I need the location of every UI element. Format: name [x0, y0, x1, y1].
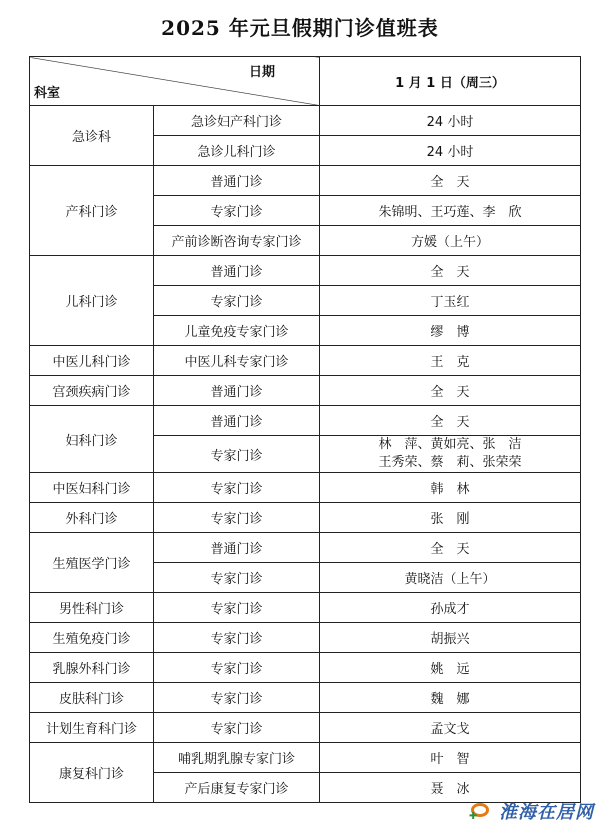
table-row: [30, 346, 581, 376]
duty-cell: 张 刚: [320, 503, 581, 533]
dept-cell: 儿科门诊: [30, 256, 154, 346]
header-day-label: 1 月 1 日（周三）: [320, 57, 581, 106]
clinic-cell: 专家门诊: [154, 683, 320, 713]
duty-cell: 聂 冰: [320, 773, 581, 803]
dept-cell: 康复科门诊: [30, 743, 154, 803]
duty-cell: [320, 436, 581, 473]
duty-cell: 孙成才: [320, 593, 581, 623]
table-row: [30, 653, 581, 683]
duty-cell: 孟文戈: [320, 713, 581, 743]
duty-cell: 全 天: [320, 256, 581, 286]
table-row: [30, 713, 581, 743]
page-title: 2025 年元旦假期门诊值班表: [161, 16, 439, 40]
duty-cell: 姚 远: [320, 653, 581, 683]
clinic-cell: 哺乳期乳腺专家门诊: [154, 743, 320, 773]
dept-cell: 皮肤科门诊: [30, 683, 154, 713]
clinic-cell: 专家门诊: [154, 623, 320, 653]
duty-cell: 王 克: [320, 346, 581, 376]
duty-cell: 全 天: [320, 166, 581, 196]
duty-cell: 缪 博: [320, 316, 581, 346]
clinic-cell: 专家门诊: [154, 653, 320, 683]
watermark: [469, 798, 594, 824]
clinic-cell: 儿童免疫专家门诊: [154, 316, 320, 346]
duty-cell: 魏 娜: [320, 683, 581, 713]
dept-cell: 男性科门诊: [30, 593, 154, 623]
clinic-cell: 专家门诊: [154, 503, 320, 533]
table-row: [30, 533, 581, 563]
dept-cell: 生殖医学门诊: [30, 533, 154, 593]
duty-cell: 全 天: [320, 406, 581, 436]
duty-cell: 全 天: [320, 376, 581, 406]
clinic-cell: 专家门诊: [154, 286, 320, 316]
duty-cell: 韩 林: [320, 473, 581, 503]
duty-line: 王秀荣、蔡 莉、张荣荣: [378, 455, 522, 470]
duty-cell: 叶 智: [320, 743, 581, 773]
clinic-cell: 产前诊断咨询专家门诊: [154, 226, 320, 256]
clinic-cell: 普通门诊: [154, 533, 320, 563]
duty-cell: 朱锦明、王巧莲、李 欣: [320, 196, 581, 226]
table-row: [30, 743, 581, 773]
watermark-text: 淮海在居网: [499, 802, 594, 823]
duty-cell: 方媛（上午）: [320, 226, 581, 256]
table-row: [30, 503, 581, 533]
dept-cell: 计划生育科门诊: [30, 713, 154, 743]
dept-cell: 生殖免疫门诊: [30, 623, 154, 653]
dept-cell: 中医妇科门诊: [30, 473, 154, 503]
dept-cell: 产科门诊: [30, 166, 154, 256]
table-row: [30, 256, 581, 286]
dept-cell: 中医儿科门诊: [30, 346, 154, 376]
clinic-cell: 急诊儿科门诊: [154, 136, 320, 166]
dept-cell: 乳腺外科门诊: [30, 653, 154, 683]
clinic-cell: 专家门诊: [154, 713, 320, 743]
table-row: [30, 406, 581, 436]
table-row: [30, 473, 581, 503]
header-dept-label: 科室: [34, 86, 61, 101]
duty-line: 林 萍、黄如亮、张 洁: [378, 437, 522, 452]
table-row: [30, 683, 581, 713]
clinic-cell: 普通门诊: [154, 376, 320, 406]
header-row: [30, 57, 581, 106]
table-row: [30, 166, 581, 196]
clinic-cell: 专家门诊: [154, 593, 320, 623]
watermark-logo-icon: ✚: [469, 801, 495, 821]
table-row: [30, 106, 581, 136]
clinic-cell: 产后康复专家门诊: [154, 773, 320, 803]
table-row: [30, 593, 581, 623]
clinic-cell: 专家门诊: [154, 196, 320, 226]
dept-cell: 宫颈疾病门诊: [30, 376, 154, 406]
clinic-cell: 普通门诊: [154, 256, 320, 286]
duty-cell: 胡振兴: [320, 623, 581, 653]
dept-cell: 急诊科: [30, 106, 154, 166]
table-row: [30, 376, 581, 406]
duty-cell: 丁玉红: [320, 286, 581, 316]
clinic-cell: 专家门诊: [154, 473, 320, 503]
duty-cell: 全 天: [320, 533, 581, 563]
clinic-cell: 普通门诊: [154, 166, 320, 196]
clinic-cell: 中医儿科专家门诊: [154, 346, 320, 376]
header-date-label: 日期: [248, 65, 275, 80]
header-diagonal-cell: [30, 57, 320, 106]
duty-table: [29, 56, 581, 803]
dept-cell: 妇科门诊: [30, 406, 154, 473]
clinic-cell: 专家门诊: [154, 436, 320, 473]
clinic-cell: 急诊妇产科门诊: [154, 106, 320, 136]
table-row: [30, 623, 581, 653]
dept-cell: 外科门诊: [30, 503, 154, 533]
clinic-cell: 普通门诊: [154, 406, 320, 436]
duty-cell: 黄晓洁（上午）: [320, 563, 581, 593]
clinic-cell: 专家门诊: [154, 563, 320, 593]
duty-cell: 24 小时: [320, 106, 581, 136]
duty-cell: 24 小时: [320, 136, 581, 166]
